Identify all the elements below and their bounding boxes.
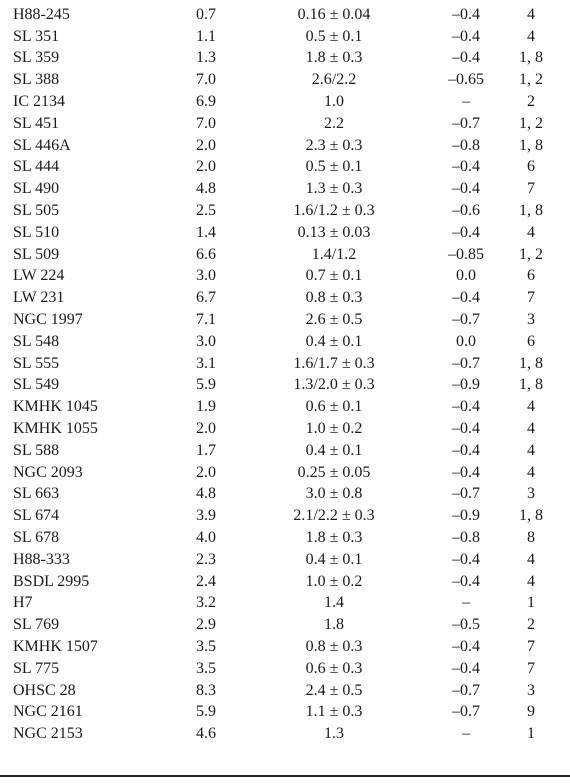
table-row: [0, 178, 570, 200]
cluster-name-cell: NGC 2093: [13, 463, 83, 481]
value-3-cell: –0.8: [452, 136, 480, 154]
value-2-cell: 1.8: [324, 616, 344, 634]
value-2-cell: 1.1 ± 0.3: [305, 703, 363, 721]
cluster-name-cell: SL 549: [13, 376, 60, 394]
value-1-cell: 2.3: [196, 550, 216, 568]
value-2-cell: 2.3 ± 0.3: [305, 136, 363, 154]
value-3-cell: –0.7: [452, 311, 480, 329]
value-2-cell: 0.13 ± 0.03: [297, 223, 371, 241]
value-2-cell: 1.0 ± 0.2: [305, 420, 363, 438]
value-3-cell: –: [462, 594, 470, 612]
value-3-cell: –0.4: [452, 180, 480, 198]
value-2-cell: 0.5 ± 0.1: [305, 27, 363, 45]
table-row: [0, 702, 570, 724]
value-1-cell: 7.0: [196, 114, 216, 132]
cluster-name-cell: SL 588: [13, 441, 60, 459]
value-2-cell: 1.3 ± 0.3: [305, 180, 363, 198]
table-row: [0, 331, 570, 353]
value-1-cell: 1.4: [196, 223, 216, 241]
cluster-name-cell: SL 769: [13, 616, 60, 634]
table-row: [0, 440, 570, 462]
value-2-cell: 0.25 ± 0.05: [297, 463, 371, 481]
value-3-cell: 0.0: [456, 267, 476, 285]
reference-cell: 4: [527, 398, 535, 416]
value-1-cell: 6.7: [196, 289, 216, 307]
value-3-cell: –: [462, 725, 470, 743]
cluster-name-cell: SL 359: [13, 49, 60, 67]
reference-cell: 1, 8: [519, 376, 543, 394]
value-1-cell: 6.9: [196, 93, 216, 111]
value-2-cell: 1.4/1.2: [311, 245, 357, 263]
value-2-cell: 0.8 ± 0.3: [305, 289, 363, 307]
value-3-cell: –0.7: [452, 114, 480, 132]
cluster-name-cell: KMHK 1055: [13, 420, 98, 438]
reference-cell: 1, 8: [519, 507, 543, 525]
reference-cell: 4: [527, 420, 535, 438]
value-1-cell: 3.2: [196, 594, 216, 612]
table-row: [0, 462, 570, 484]
table-row: [0, 549, 570, 571]
value-3-cell: –0.4: [452, 398, 480, 416]
cluster-name-cell: H7: [13, 594, 33, 612]
value-2-cell: 0.4 ± 0.1: [305, 550, 363, 568]
cluster-name-cell: NGC 2161: [13, 703, 83, 721]
cluster-name-cell: SL 490: [13, 180, 60, 198]
cluster-name-cell: OHSC 28: [13, 681, 76, 699]
reference-cell: 1, 8: [519, 354, 543, 372]
cluster-name-cell: SL 505: [13, 202, 60, 220]
value-1-cell: 3.0: [196, 332, 216, 350]
value-3-cell: –0.4: [452, 659, 480, 677]
reference-cell: 4: [527, 572, 535, 590]
value-3-cell: –0.9: [452, 507, 480, 525]
value-1-cell: 5.9: [196, 703, 216, 721]
cluster-name-cell: LW 231: [13, 289, 65, 307]
reference-cell: 1, 8: [519, 136, 543, 154]
reference-cell: 1, 8: [519, 49, 543, 67]
value-3-cell: –0.65: [448, 71, 484, 89]
cluster-name-cell: BSDL 2995: [13, 572, 90, 590]
value-1-cell: 3.0: [196, 267, 216, 285]
value-1-cell: 2.9: [196, 616, 216, 634]
cluster-name-cell: SL 351: [13, 27, 60, 45]
reference-cell: 4: [527, 441, 535, 459]
cluster-name-cell: LW 224: [13, 267, 65, 285]
value-2-cell: 1.6/1.7 ± 0.3: [293, 354, 375, 372]
value-3-cell: –0.4: [452, 158, 480, 176]
table-row: [0, 4, 570, 26]
cluster-name-cell: H88-333: [13, 550, 70, 568]
cluster-name-cell: SL 446A: [13, 136, 71, 154]
value-3-cell: –0.4: [452, 5, 480, 23]
value-1-cell: 8.3: [196, 681, 216, 699]
reference-cell: 1: [527, 594, 535, 612]
reference-cell: 1, 8: [519, 202, 543, 220]
value-1-cell: 3.1: [196, 354, 216, 372]
value-2-cell: 3.0 ± 0.8: [305, 485, 363, 503]
table-row: [0, 69, 570, 91]
value-3-cell: –0.8: [452, 529, 480, 547]
cluster-name-cell: SL 510: [13, 223, 60, 241]
value-2-cell: 1.6/1.2 ± 0.3: [293, 202, 375, 220]
value-1-cell: 2.0: [196, 158, 216, 176]
cluster-name-cell: SL 451: [13, 114, 60, 132]
value-3-cell: –0.4: [452, 420, 480, 438]
value-1-cell: 3.5: [196, 638, 216, 655]
value-2-cell: 0.4 ± 0.1: [305, 332, 363, 350]
value-3-cell: –0.4: [452, 289, 480, 307]
value-1-cell: 2.0: [196, 420, 216, 438]
reference-cell: 3: [527, 485, 535, 503]
table-row: [0, 135, 570, 157]
table-body: [0, 4, 570, 745]
value-2-cell: 2.6/2.2: [311, 71, 357, 89]
reference-cell: 8: [527, 529, 535, 547]
value-2-cell: 1.0: [324, 93, 344, 111]
reference-cell: 3: [527, 681, 535, 699]
cluster-name-cell: IC 2134: [13, 93, 65, 111]
value-1-cell: 1.9: [196, 398, 216, 416]
table-row: [0, 266, 570, 288]
table-row: [0, 658, 570, 680]
reference-cell: 4: [527, 223, 535, 241]
value-1-cell: 4.8: [196, 485, 216, 503]
value-3-cell: –0.6: [452, 202, 480, 220]
value-2-cell: 0.8 ± 0.3: [305, 638, 363, 655]
value-3-cell: –0.7: [452, 354, 480, 372]
reference-cell: 2: [527, 93, 535, 111]
value-1-cell: 6.6: [196, 245, 216, 263]
value-1-cell: 1.1: [196, 27, 216, 45]
cluster-name-cell: SL 674: [13, 507, 60, 525]
reference-cell: 7: [527, 659, 535, 677]
value-1-cell: 2.0: [196, 463, 216, 481]
cluster-name-cell: NGC 1997: [13, 311, 83, 329]
table-row: [0, 244, 570, 266]
value-2-cell: 0.6 ± 0.1: [305, 398, 363, 416]
value-1-cell: 0.7: [196, 5, 216, 23]
reference-cell: 1, 2: [519, 71, 543, 89]
value-2-cell: 1.3/2.0 ± 0.3: [293, 376, 375, 394]
cluster-name-cell: KMHK 1507: [13, 638, 98, 655]
value-1-cell: 7.1: [196, 311, 216, 329]
value-2-cell: 1.3: [324, 725, 344, 743]
reference-cell: 6: [527, 158, 535, 176]
table-row: [0, 48, 570, 70]
value-3-cell: –0.4: [452, 572, 480, 590]
value-3-cell: –0.9: [452, 376, 480, 394]
reference-cell: 9: [527, 703, 535, 721]
value-3-cell: –: [462, 93, 470, 111]
reference-cell: 1, 2: [519, 114, 543, 132]
reference-cell: 6: [527, 332, 535, 350]
table-row: [0, 571, 570, 593]
value-1-cell: 2.5: [196, 202, 216, 220]
reference-cell: 1: [527, 725, 535, 743]
reference-cell: 7: [527, 180, 535, 198]
value-2-cell: 2.4 ± 0.5: [305, 681, 363, 699]
value-1-cell: 1.3: [196, 49, 216, 67]
reference-cell: 4: [527, 550, 535, 568]
table-row: [0, 396, 570, 418]
value-1-cell: 5.9: [196, 376, 216, 394]
cluster-name-cell: SL 678: [13, 529, 60, 547]
value-1-cell: 2.4: [196, 572, 216, 590]
reference-cell: 1, 2: [519, 245, 543, 263]
reference-cell: 4: [527, 463, 535, 481]
table-row: [0, 614, 570, 636]
value-2-cell: 1.8 ± 0.3: [305, 49, 363, 67]
value-2-cell: 1.8 ± 0.3: [305, 529, 363, 547]
reference-cell: 6: [527, 267, 535, 285]
value-1-cell: 3.9: [196, 507, 216, 525]
value-1-cell: 7.0: [196, 71, 216, 89]
table-row: [0, 680, 570, 702]
value-3-cell: –0.7: [452, 703, 480, 721]
reference-cell: 3: [527, 311, 535, 329]
table-row: [0, 287, 570, 309]
value-3-cell: –0.4: [452, 49, 480, 67]
table-row: [0, 593, 570, 615]
table-row: [0, 353, 570, 375]
value-2-cell: 0.16 ± 0.04: [297, 5, 371, 23]
cluster-name-cell: SL 509: [13, 245, 60, 263]
value-2-cell: 1.0 ± 0.2: [305, 572, 363, 590]
table-row: [0, 418, 570, 440]
table-row: [0, 309, 570, 331]
value-2-cell: 2.2: [324, 114, 344, 132]
value-3-cell: –0.5: [452, 616, 480, 634]
table-row: [0, 200, 570, 222]
value-3-cell: –0.7: [452, 681, 480, 699]
table-row: [0, 505, 570, 527]
reference-cell: 4: [527, 27, 535, 45]
table-row: [0, 484, 570, 506]
reference-cell: 2: [527, 616, 535, 634]
table-row: [0, 636, 570, 658]
value-1-cell: 4.6: [196, 725, 216, 743]
value-3-cell: –0.85: [448, 245, 484, 263]
value-2-cell: 2.1/2.2 ± 0.3: [293, 507, 375, 525]
value-3-cell: –0.4: [452, 550, 480, 568]
value-2-cell: 2.6 ± 0.5: [305, 311, 363, 329]
value-3-cell: –0.7: [452, 485, 480, 503]
cluster-name-cell: SL 663: [13, 485, 60, 503]
value-3-cell: –0.4: [452, 638, 480, 655]
value-3-cell: –0.4: [452, 223, 480, 241]
value-3-cell: –0.4: [452, 441, 480, 459]
cluster-name-cell: SL 444: [13, 158, 60, 176]
value-3-cell: 0.0: [456, 332, 476, 350]
reference-cell: 4: [527, 5, 535, 23]
value-1-cell: 4.8: [196, 180, 216, 198]
cluster-name-cell: KMHK 1045: [13, 398, 98, 416]
table-row: [0, 375, 570, 397]
table-row: [0, 26, 570, 48]
table-row: [0, 723, 570, 745]
table-row: [0, 157, 570, 179]
value-2-cell: 0.6 ± 0.3: [305, 659, 363, 677]
cluster-name-cell: SL 775: [13, 659, 60, 677]
bottom-rule: [0, 775, 570, 777]
reference-cell: 7: [527, 638, 535, 655]
value-2-cell: 1.4: [324, 594, 344, 612]
table-row: [0, 222, 570, 244]
table-row: [0, 91, 570, 113]
value-1-cell: 3.5: [196, 659, 216, 677]
reference-cell: 7: [527, 289, 535, 307]
value-1-cell: 4.0: [196, 529, 216, 547]
cluster-name-cell: SL 548: [13, 332, 60, 350]
cluster-name-cell: NGC 2153: [13, 725, 83, 743]
cluster-name-cell: SL 388: [13, 71, 60, 89]
value-1-cell: 1.7: [196, 441, 216, 459]
value-2-cell: 0.4 ± 0.1: [305, 441, 363, 459]
table-row: [0, 113, 570, 135]
value-2-cell: 0.7 ± 0.1: [305, 267, 363, 285]
value-1-cell: 2.0: [196, 136, 216, 154]
cluster-name-cell: SL 555: [13, 354, 60, 372]
value-3-cell: –0.4: [452, 463, 480, 481]
cluster-name-cell: H88-245: [13, 5, 70, 23]
value-3-cell: –0.4: [452, 27, 480, 45]
value-2-cell: 0.5 ± 0.1: [305, 158, 363, 176]
table-row: [0, 527, 570, 549]
